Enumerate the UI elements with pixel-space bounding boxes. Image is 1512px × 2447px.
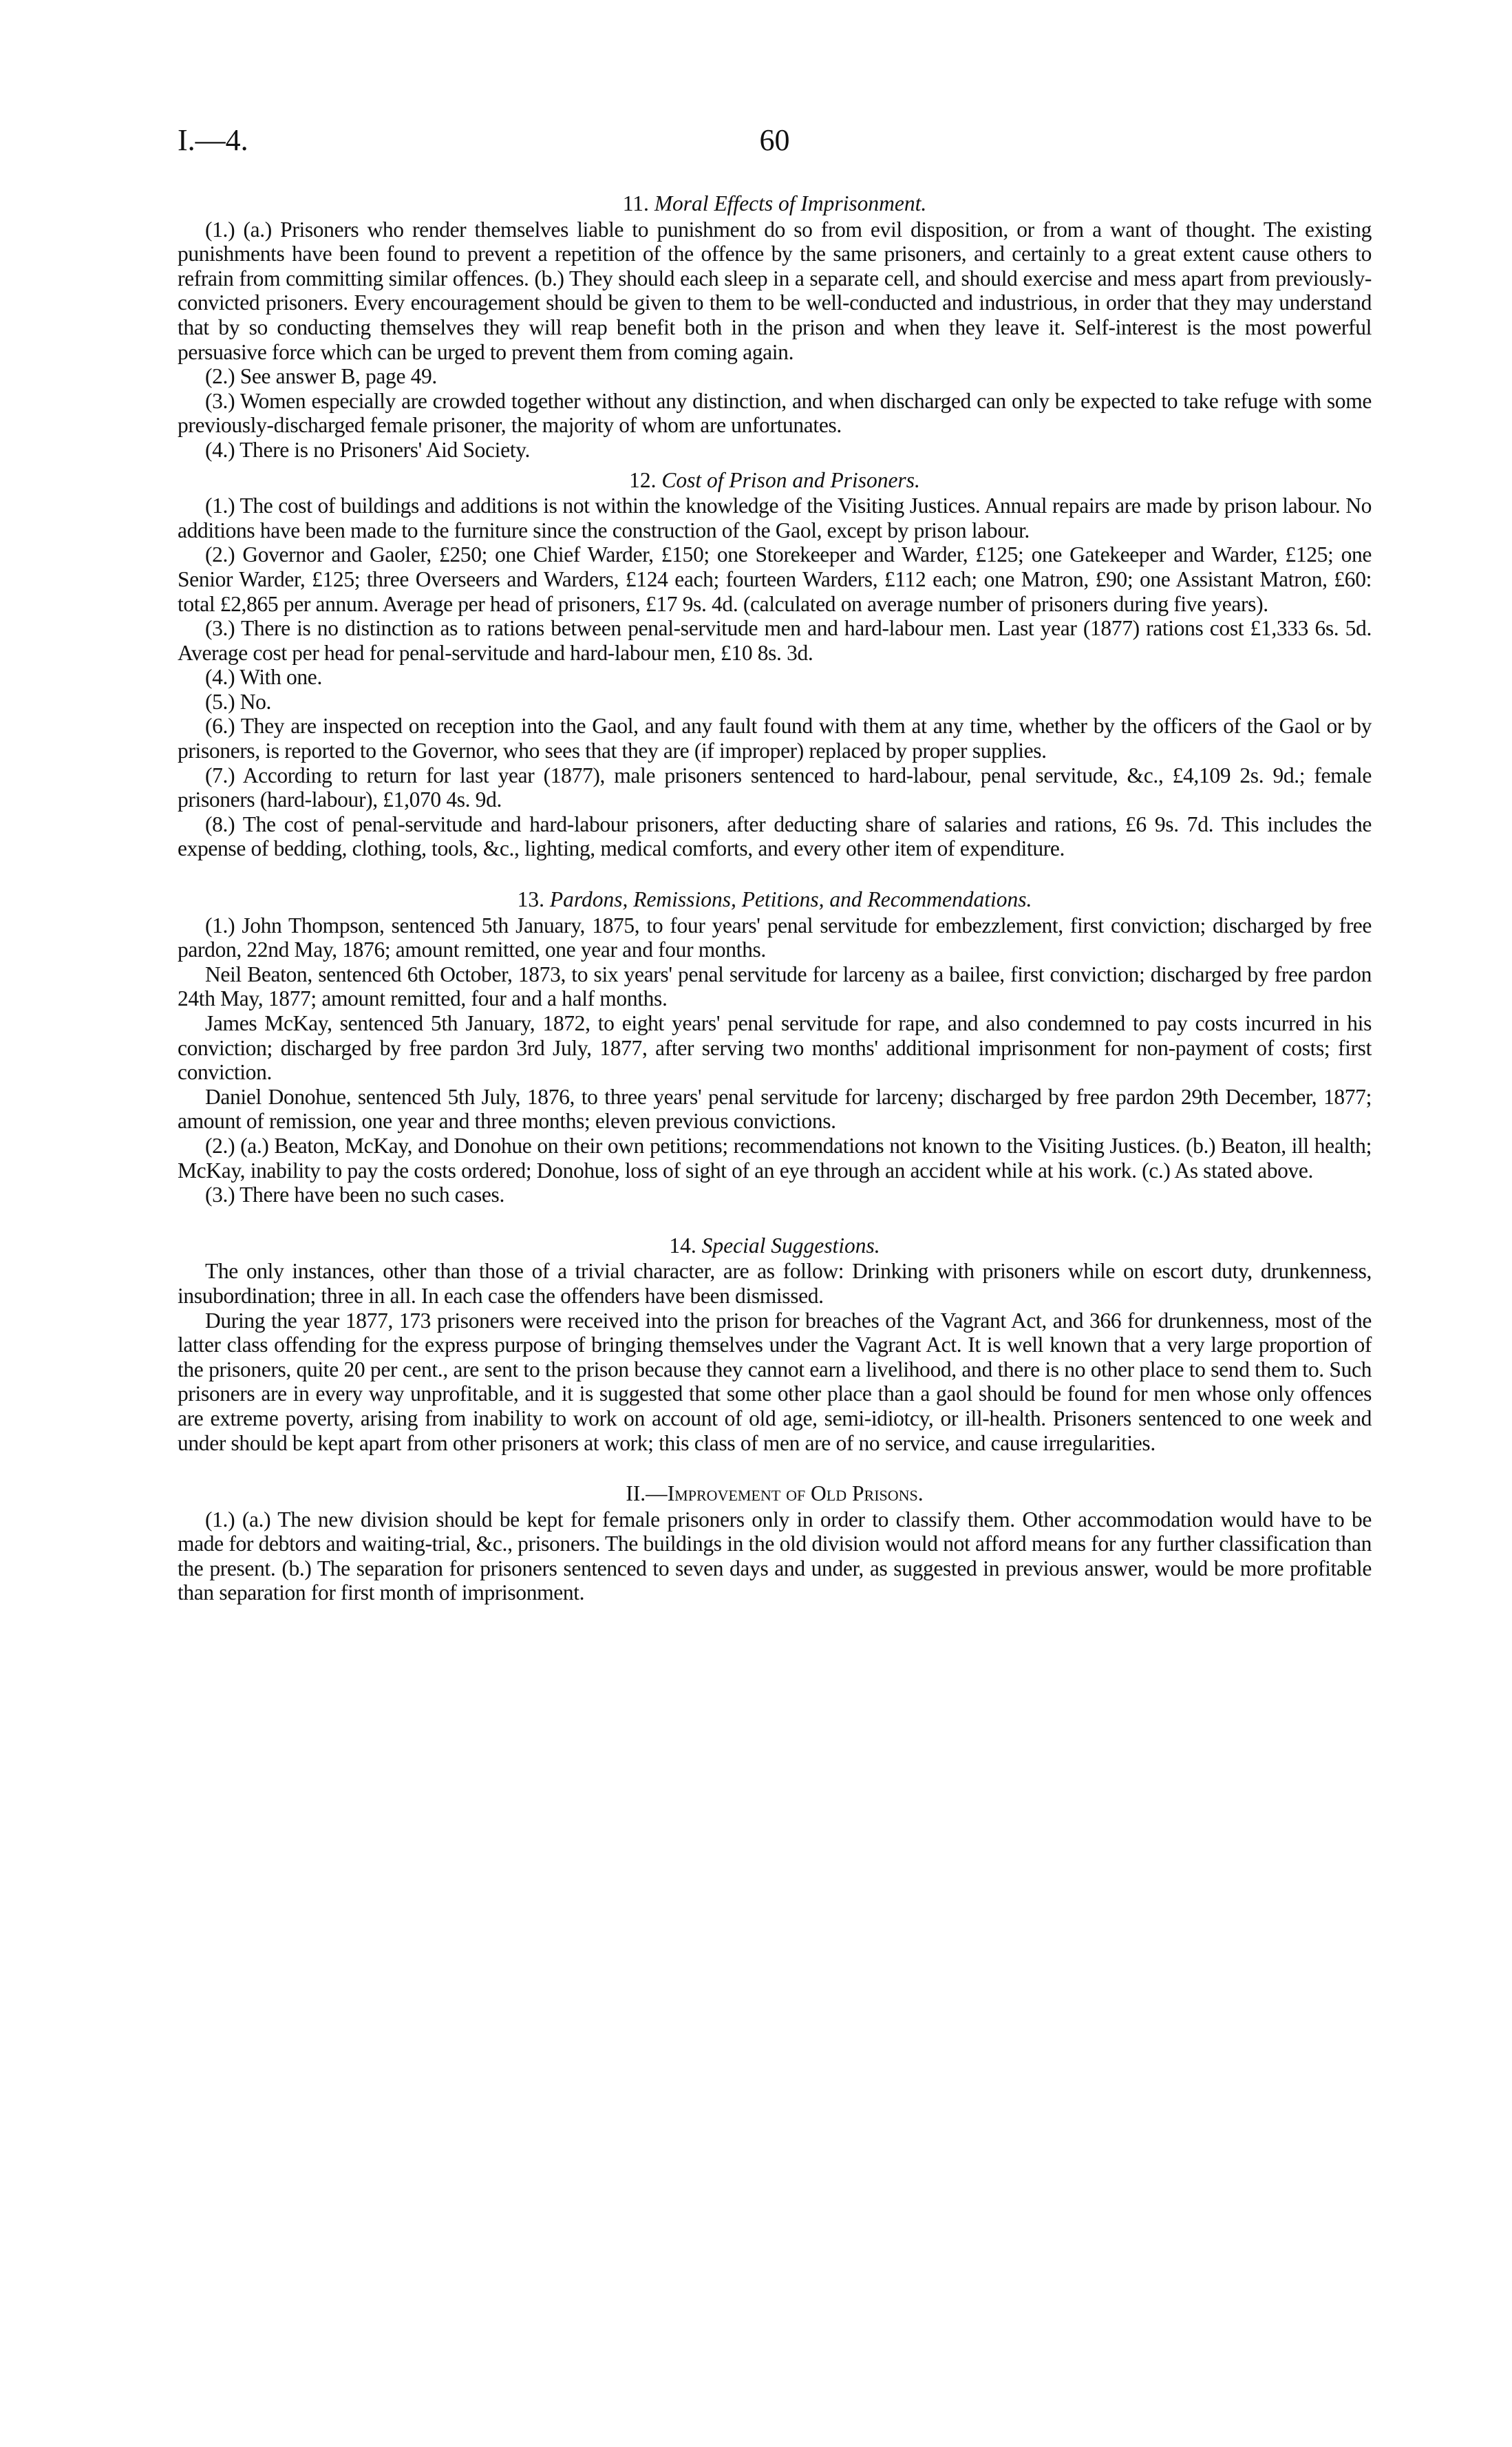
paragraph: (7.) According to return for last year (1877), male prisoners sentenced to hard-labour, penal servitude, &c., £4,109 2s. 9d.; female prisoners (hard-labour), £1,070 4s. 9d.: [178, 763, 1372, 812]
section: [178, 887, 1372, 1207]
section: [178, 468, 1372, 862]
section-number: 13.: [517, 887, 544, 912]
section: [178, 191, 1372, 463]
paragraph: (1.) (a.) The new division should be kept for female prisoners only in order to classify them. Other accommodation would have to be made for debtors and waiting-trial, &c., prisoners. The buildings in the old division would not afford means for any further classification than the present. (b.) The separation for prisoners sentenced to seven days and under, as suggested in previous answer, would be more profitable than separation for first month of imprisonment.: [178, 1507, 1372, 1605]
section-heading: [178, 887, 1372, 912]
section-heading: [178, 1233, 1372, 1258]
paragraph: (2.) See answer B, page 49.: [205, 364, 437, 389]
section-title: Special Suggestions.: [701, 1233, 880, 1258]
paragraph: (6.) They are inspected on reception into the Gaol, and any fault found with them at any time, whether by the officers of the Gaol or by prisoners, is reported to the Governor, who sees that they are (if improper) replaced by proper supplies.: [178, 714, 1372, 763]
section-heading: [178, 191, 1372, 216]
paragraph: (1.) The cost of buildings and additions is not within the knowledge of the Visiting Justices. Annual repairs are made by prison labour. No additions have been made to the furniture since the construction of the Gaol, except by prison labour.: [178, 494, 1372, 542]
section-title: Cost of Prison and Prisoners.: [661, 467, 920, 492]
section-heading: [178, 1481, 1372, 1506]
section: [178, 1481, 1372, 1605]
section-title: Improvement of Old Prisons.: [667, 1481, 924, 1506]
paragraph: (3.) There have been no such cases.: [205, 1183, 504, 1207]
paragraph: (3.) There is no distinction as to rations between penal-servitude men and hard-labour men. Last year (1877) rations cost £1,333 6s. 5d. Average cost per head for penal-servitude and hard-labour men, £10 8s. 3d.: [178, 616, 1372, 665]
paragraph: The only instances, other than those of a trivial character, are as follow: Drinking with prisoners while on escort duty, drunkenness, insubordination; three in all. In each case the offenders have been dismissed.: [178, 1259, 1372, 1308]
section-number: 12.: [629, 467, 657, 492]
paragraph: Neil Beaton, sentenced 6th October, 1873, to six years' penal servitude for larceny as a bailee, first conviction; discharged by free pardon 24th May, 1877; amount remitted, four and a half months.: [178, 962, 1372, 1011]
section: [178, 1233, 1372, 1455]
paragraph: (4.) With one.: [205, 665, 322, 690]
section-heading: [178, 468, 1372, 493]
paragraph: (4.) There is no Prisoners' Aid Society.: [205, 437, 530, 462]
section-title: Pardons, Remissions, Petitions, and Recommendations.: [549, 887, 1032, 912]
paragraph: James McKay, sentenced 5th January, 1872, to eight years' penal servitude for rape, and also condemned to pay costs incurred in his conviction; discharged by free pardon 3rd July, 1877, after serving two months' additional imprisonment for non-payment of costs; first conviction.: [178, 1011, 1372, 1085]
paragraph: Daniel Donohue, sentenced 5th July, 1876, to three years' penal servitude for larceny; discharged by free pardon 29th December, 1877; amount of remission, one year and three months; eleven previous convictions.: [178, 1084, 1372, 1134]
paragraph: (5.) No.: [205, 689, 272, 714]
paragraph: (2.) (a.) Beaton, McKay, and Donohue on their own petitions; recommendations not known to the Visiting Justices. (b.) Beaton, ill health; McKay, inability to pay the costs ordered; Donohue, loss of sight of an eye through an accident while at his work. (c.) As stated above.: [178, 1133, 1372, 1183]
paragraph: During the year 1877, 173 prisoners were received into the prison for breaches of the Vagrant Act, and 366 for drunkenness, most of the latter class offending for the express purpose of bringing themselves under the Vagrant Act. It is well known that a very large proportion of the prisoners, quite 20 per cent., are sent to the prison because they cannot earn a livelihood, and there is no other place to send them to. Such prisoners are in every way unprofitable, and it is suggested that some other place than a gaol should be found for men whose only offences are extreme poverty, arising from inability to work on account of old age, semi-idiotcy, or ill-health. Prisoners sentenced to one week and under should be kept apart from other prisoners at work; this class of men are of no service, and cause irregularities.: [178, 1308, 1372, 1455]
section-number: II.—: [626, 1481, 668, 1506]
page-number: 60: [759, 123, 790, 157]
document-body: [178, 186, 1372, 1605]
section-number: 11.: [622, 191, 649, 215]
paragraph: (1.) John Thompson, sentenced 5th January, 1875, to four years' penal servitude for embezzlement, first conviction; discharged by free pardon, 22nd May, 1876; amount remitted, one year and four months.: [178, 913, 1372, 962]
page-header: [178, 123, 1372, 157]
section-number: 14.: [669, 1233, 696, 1258]
paragraph: (2.) Governor and Gaoler, £250; one Chief Warder, £150; one Storekeeper and Warder, £125; one Gatekeeper and Warder, £125; one Senior Warder, £125; three Overseers and Warders, £124 each; fourteen Warders, £112 each; one Matron, £90; one Assistant Matron, £60: total £2,865 per annum. Average per head of prisoners, £17 9s. 4d. (calculated on average number of prisoners during five years).: [178, 542, 1372, 616]
section-title: Moral Effects of Imprisonment.: [654, 191, 927, 215]
paragraph: (1.) (a.) Prisoners who render themselves liable to punishment do so from evil disposition, or from a want of thought. The existing punishments have been found to prevent a repetition of the offence by the same prisoners, and certainly to a great extent cause others to refrain from committing similar offences. (b.) They should each sleep in a separate cell, and should exercise and mess apart from previously-convicted prisoners. Every encouragement should be given to them to be well-conducted and industrious, in order that they may understand that by so conducting themselves they will reap benefit both in the prison and when they leave it. Self-interest is the most powerful persuasive force which can be urged to prevent them from coming again.: [178, 217, 1372, 364]
document-reference: I.—4.: [178, 123, 248, 157]
paragraph: (8.) The cost of penal-servitude and hard-labour prisoners, after deducting share of salaries and rations, £6 9s. 7d. This includes the expense of bedding, clothing, tools, &c., lighting, medical comforts, and every other item of expenditure.: [178, 812, 1372, 861]
paragraph: (3.) Women especially are crowded together without any distinction, and when discharged can only be expected to take refuge with some previously-discharged female prisoner, the majority of whom are unfortunates.: [178, 388, 1372, 438]
